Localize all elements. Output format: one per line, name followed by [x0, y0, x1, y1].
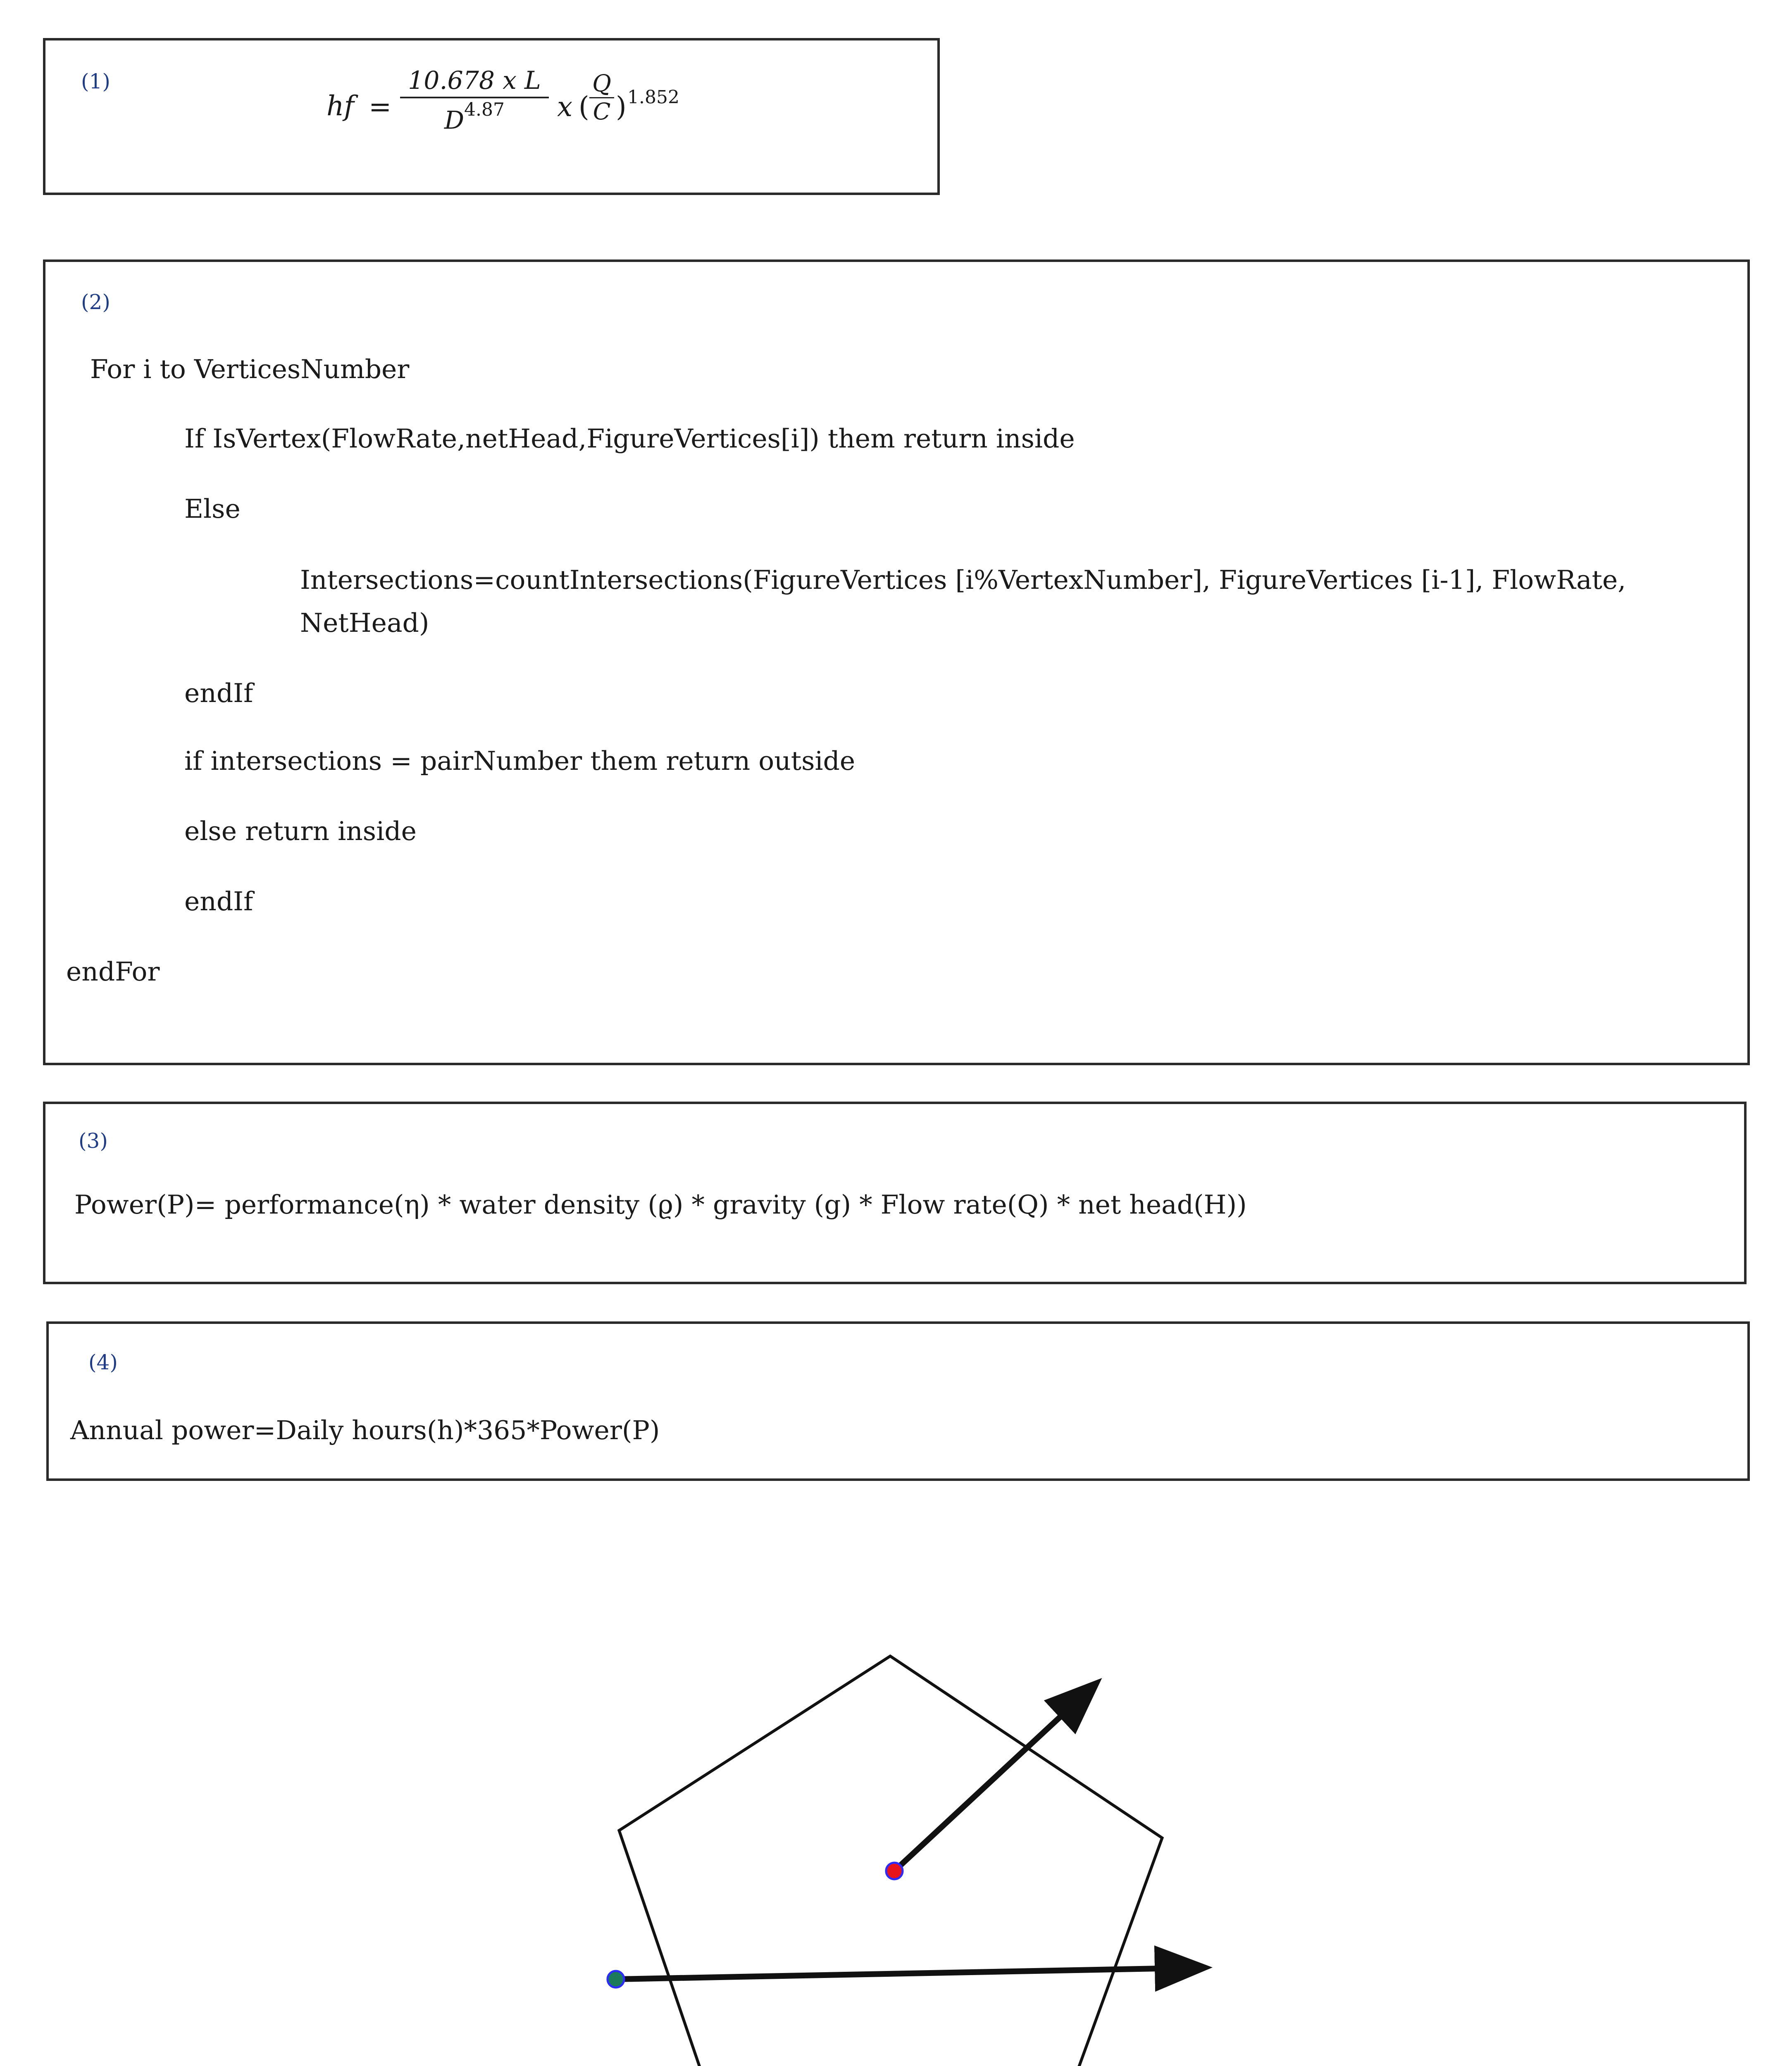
open-paren: (: [579, 91, 589, 123]
code-line-nethead: NetHead): [300, 608, 429, 638]
code-line-for: For i to VerticesNumber: [90, 354, 410, 384]
exponent: 1.852: [627, 87, 679, 108]
power-equation: Power(P)= performance(η) * water density (ϱ) * gravity (g) * Flow rate(Q) * net head(H)): [74, 1190, 1247, 1220]
annual-equation-number: (4): [88, 1350, 118, 1374]
code-line-endif-2: endIf: [184, 886, 253, 916]
denominator: $D^{4.87}$: [444, 99, 505, 135]
outside-point-marker: [608, 1971, 624, 1987]
code-line-else-return: else return inside: [184, 816, 417, 846]
code-line-endfor: endFor: [66, 957, 160, 987]
close-paren: ): [616, 91, 627, 123]
code-line-intersections: Intersections=countIntersections(FigureVertices [i%VertexNumber], FigureVertices [i-1], FlowRate,: [300, 565, 1626, 595]
code-line-else: Else: [184, 494, 241, 524]
times-sign: x: [557, 91, 573, 123]
pentagon-polygon: [619, 1656, 1162, 2066]
equation-lhs: hf: [326, 90, 354, 122]
c-symbol: C: [593, 98, 611, 125]
code-line-endif-1: endIf: [184, 678, 253, 708]
power-equation-number: (3): [79, 1129, 108, 1153]
equation-number: (1): [81, 69, 110, 93]
equals-sign: =: [369, 91, 392, 123]
diagonal-ray-arrow: [894, 1686, 1094, 1871]
code-line-if-pair: if intersections = pairNumber them return outside: [184, 746, 855, 776]
q-symbol: Q: [592, 70, 611, 97]
code-line-if-isvertex: If IsVertex(FlowRate,netHead,FigureVertices[i]) them return inside: [184, 424, 1075, 454]
numerator: 10.678 x L: [408, 66, 541, 95]
inside-point-marker: [886, 1863, 903, 1879]
pseudocode-number: (2): [81, 290, 110, 314]
annual-power-equation: Annual power=Daily hours(h)*365*Power(P): [70, 1415, 660, 1445]
